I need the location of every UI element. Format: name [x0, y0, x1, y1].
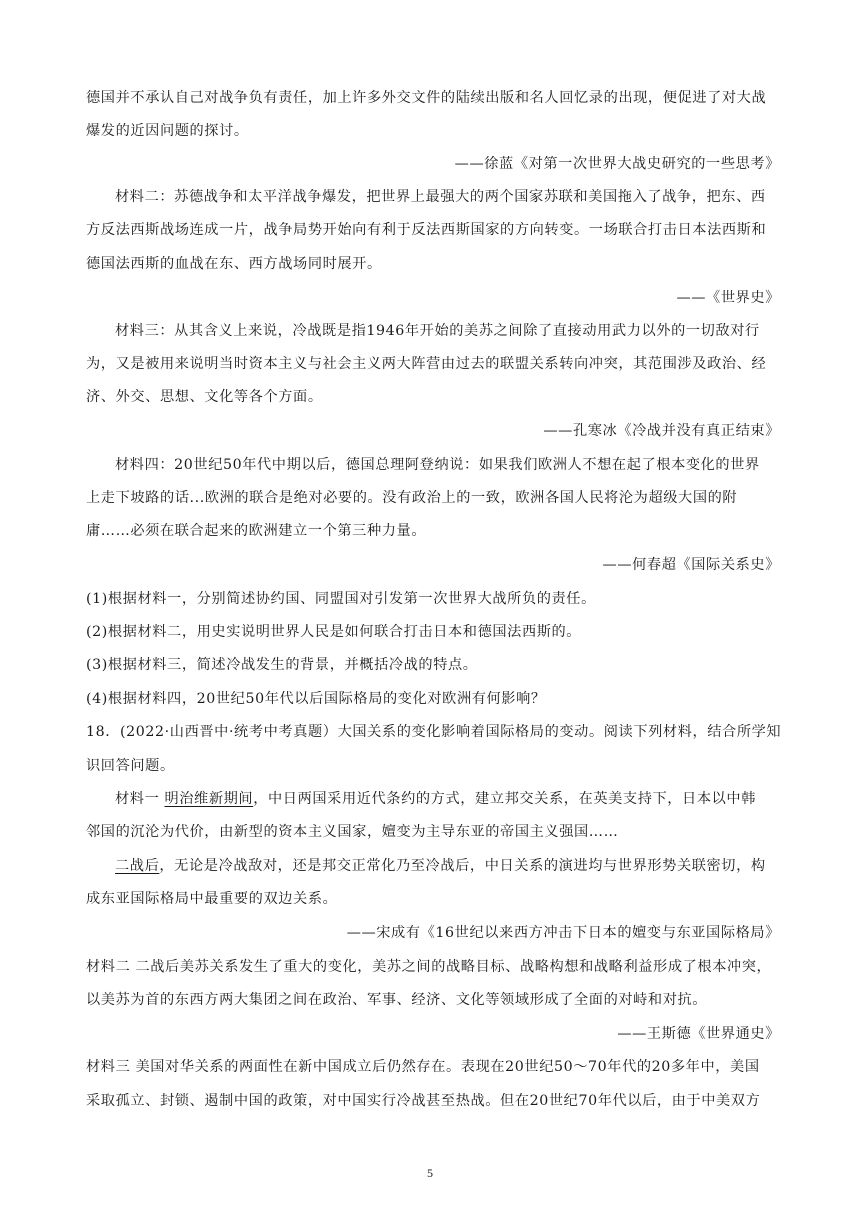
citation: ——徐蓝《对第一次世界大战史研究的一些思考》: [454, 156, 780, 172]
text-line: 成东亚国际格局中最重要的双边关系。: [86, 891, 338, 907]
question-3: (3)根据材料三，简述冷战发生的背景，并概括冷战的特点。: [86, 657, 478, 673]
text-span: ，中日两国采用近代条约的方式，建立邦交关系，在英美支持下，日本以中韩: [253, 791, 756, 807]
text-line: [115, 856, 780, 876]
text-span: ，无论是冷战敌对，还是邦交正常化乃至冷战后，中日关系的演进均与世界形势关联密切，构: [159, 858, 766, 874]
material-2-text: 材料二：苏德战争和太平洋战争爆发，把世界上最强大的两个国家苏联和美国拖入了战争，把东、西: [115, 189, 766, 205]
text-line: 庸……必须在联合起来的欧洲建立一个第三种力量。: [86, 523, 427, 539]
material-4-text: 材料四：20世纪50年代中期以后，德国总理阿登纳说：如果我们欧洲人不想在起了根本变化的世界: [115, 457, 760, 473]
material-3-text: 材料三 美国对华关系的两面性在新中国成立后仍然存在。表现在20世纪50～70年代的20多年中，美国: [86, 1059, 760, 1075]
underlined-term: 二战后: [115, 858, 160, 874]
citation: ——孔寒冰《冷战并没有真正结束》: [543, 423, 780, 439]
text-line: 采取孤立、封锁、遏制中国的政策，对中国实行冷战甚至热战。但在20世纪70年代以后，由于中美双方: [86, 1093, 761, 1109]
material-1-text: [115, 789, 780, 809]
text-line: 方反法西斯战场连成一片，战争局势开始向有利于反法西斯国家的方向转变。一场联合打击日本法西斯和: [86, 222, 767, 238]
material-3-text: 材料三：从其含义上来说，冷战既是指1946年开始的美苏之间除了直接动用武力以外的一切敌对行: [115, 323, 760, 339]
text-line: 以美苏为首的东西方两大集团之间在政治、军事、经济、文化等领域形成了全面的对峙和对抗。: [86, 992, 708, 1008]
text-line: 为，又是被用来说明当时资本主义与社会主义两大阵营由过去的联盟关系转向冲突，其范围涉及政治、经: [86, 356, 767, 372]
question-4: (4)根据材料四，20世纪50年代以后国际格局的变化对欧洲有何影响？: [86, 691, 546, 707]
citation: ——《世界史》: [676, 290, 780, 306]
underlined-term: 明治维新期间: [164, 791, 254, 807]
question-2: (2)根据材料二，用史实说明世界人民是如何联合打击日本和德国法西斯的。: [86, 624, 582, 640]
text-line: 济、外交、思想、文化等各个方面。: [86, 389, 323, 405]
page-number: 5: [427, 1166, 433, 1180]
text-line: 德国并不承认自己对战争负有责任，加上许多外交文件的陆续出版和名人回忆录的出现，便促进了对大战: [86, 90, 767, 106]
material-2-text: 材料二 二战后美苏关系发生了重大的变化，美苏之间的战略目标、战略构想和战略利益形成了根本冲突，: [86, 959, 772, 975]
question-18-stem: 18．(2022·山西晋中·统考中考真题）大国关系的变化影响着国际格局的变动。阅读下列材料，结合所学知: [86, 724, 782, 740]
text-line: 识回答问题。: [86, 758, 175, 774]
citation: ——何春超《国际关系史》: [602, 557, 780, 573]
text-line: 德国法西斯的血战在东、西方战场同时展开。: [86, 256, 382, 272]
text-line: 邻国的沉沦为代价，由新型的资本主义国家，嬗变为主导东亚的帝国主义强国……: [86, 824, 619, 840]
text-line: 上走下坡路的话...欧洲的联合是绝对必要的。没有政治上的一致，欧洲各国人民将沦为超级大国的附: [86, 490, 738, 506]
text-line: 爆发的近因问题的探讨。: [86, 123, 249, 139]
question-1: (1)根据材料一，分别简述协约国、同盟国对引发第一次世界大战所负的责任。: [86, 591, 596, 607]
citation: ——王斯德《世界通史》: [617, 1026, 780, 1042]
citation: ——宋成有《16世纪以来西方冲击下日本的嬗变与东亚国际格局》: [346, 925, 780, 941]
material-label: 材料一: [115, 791, 165, 807]
